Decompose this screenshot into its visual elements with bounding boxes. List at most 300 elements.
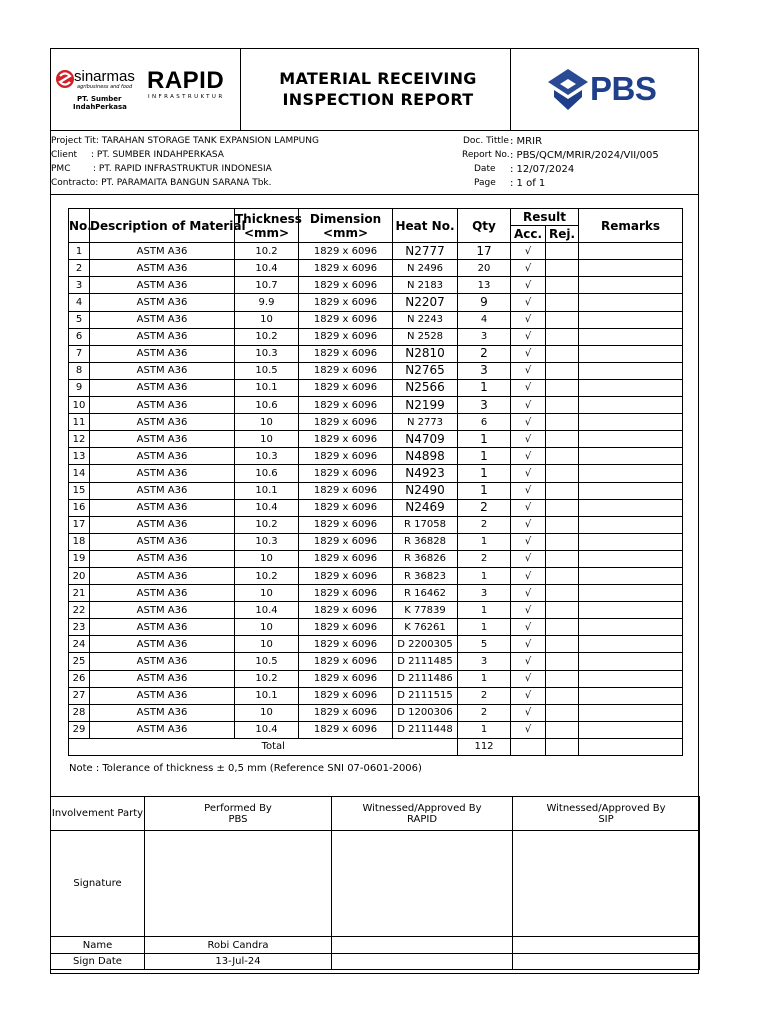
- col-header-result: Result: [511, 209, 579, 226]
- name-label: Name: [51, 937, 145, 954]
- row-heat-no: N 2243: [393, 311, 458, 328]
- row-description: ASTM A36: [90, 431, 235, 448]
- row-no: 25: [69, 653, 90, 670]
- row-thickness: 10.1: [235, 379, 299, 396]
- row-description: ASTM A36: [90, 328, 235, 345]
- row-dimension: 1829 x 6096: [299, 345, 393, 362]
- row-rej: [546, 260, 579, 277]
- row-description: ASTM A36: [90, 533, 235, 550]
- table-row: [69, 345, 683, 362]
- row-qty: 2: [458, 704, 511, 721]
- row-remarks: [579, 431, 683, 448]
- row-qty: 4: [458, 311, 511, 328]
- row-no: 4: [69, 294, 90, 311]
- row-acc: √: [511, 516, 546, 533]
- page-label: Page: [474, 178, 496, 188]
- row-acc: √: [511, 721, 546, 738]
- row-acc: √: [511, 704, 546, 721]
- performed-by-line2: PBS: [228, 813, 248, 825]
- row-heat-no: D 2111448: [393, 721, 458, 738]
- row-acc: √: [511, 636, 546, 653]
- row-description: ASTM A36: [90, 619, 235, 636]
- row-rej: [546, 516, 579, 533]
- row-rej: [546, 414, 579, 431]
- row-heat-no: N2199: [393, 397, 458, 414]
- row-description: ASTM A36: [90, 602, 235, 619]
- total-qty: 112: [458, 738, 511, 755]
- witnessed-rapid-line2: RAPID: [406, 813, 438, 825]
- row-dimension: 1829 x 6096: [299, 328, 393, 345]
- row-heat-no: D 2111485: [393, 653, 458, 670]
- row-heat-no: N4709: [393, 431, 458, 448]
- row-qty: 1: [458, 619, 511, 636]
- table-row: [69, 397, 683, 414]
- row-no: 24: [69, 636, 90, 653]
- row-qty: 3: [458, 397, 511, 414]
- row-acc: √: [511, 311, 546, 328]
- row-acc: √: [511, 260, 546, 277]
- row-dimension: 1829 x 6096: [299, 687, 393, 704]
- row-dimension: 1829 x 6096: [299, 704, 393, 721]
- row-dimension: 1829 x 6096: [299, 721, 393, 738]
- row-dimension: 1829 x 6096: [299, 431, 393, 448]
- row-qty: 2: [458, 499, 511, 516]
- table-row: [69, 585, 683, 602]
- row-dimension: 1829 x 6096: [299, 482, 393, 499]
- name-pbs-value: Robi Candra: [145, 937, 332, 954]
- row-heat-no: N2765: [393, 362, 458, 379]
- row-heat-no: R 36823: [393, 567, 458, 584]
- row-remarks: [579, 516, 683, 533]
- row-dimension: 1829 x 6096: [299, 260, 393, 277]
- involvement-party-label: Involvement Party: [51, 797, 145, 831]
- row-rej: [546, 448, 579, 465]
- contractor-label: Contracto: [51, 178, 96, 188]
- total-acc-cell: [511, 738, 546, 755]
- row-acc: √: [511, 567, 546, 584]
- row-qty: 1: [458, 567, 511, 584]
- table-row: [69, 653, 683, 670]
- row-no: 9: [69, 379, 90, 396]
- pbs-logo: [546, 68, 661, 112]
- row-description: ASTM A36: [90, 397, 235, 414]
- row-heat-no: N2490: [393, 482, 458, 499]
- table-row: [69, 533, 683, 550]
- rapid-subtitle: INFRASTRUKTUR: [148, 94, 225, 100]
- witnessed-sip-line2: SIP: [598, 813, 614, 825]
- row-qty: 1: [458, 602, 511, 619]
- row-acc: √: [511, 602, 546, 619]
- row-rej: [546, 567, 579, 584]
- row-acc: √: [511, 687, 546, 704]
- row-acc: √: [511, 448, 546, 465]
- row-rej: [546, 602, 579, 619]
- row-description: ASTM A36: [90, 499, 235, 516]
- row-no: 6: [69, 328, 90, 345]
- row-qty: 3: [458, 585, 511, 602]
- row-heat-no: N2566: [393, 379, 458, 396]
- logo-pt-line1: PT. Sumber: [77, 95, 122, 103]
- row-dimension: 1829 x 6096: [299, 653, 393, 670]
- row-remarks: [579, 721, 683, 738]
- row-qty: 9: [458, 294, 511, 311]
- row-no: 15: [69, 482, 90, 499]
- report-title: [247, 68, 509, 110]
- table-row: [69, 482, 683, 499]
- page-value: : 1 of 1: [510, 178, 546, 189]
- total-remarks-cell: [579, 738, 683, 755]
- row-rej: [546, 277, 579, 294]
- row-description: ASTM A36: [90, 260, 235, 277]
- client-label: Client: [51, 150, 78, 160]
- row-no: 29: [69, 721, 90, 738]
- row-no: 10: [69, 397, 90, 414]
- row-acc: √: [511, 653, 546, 670]
- table-row: [69, 431, 683, 448]
- doc-title-label: Doc. Tittle: [463, 136, 509, 146]
- row-no: 26: [69, 670, 90, 687]
- row-heat-no: N2469: [393, 499, 458, 516]
- row-remarks: [579, 619, 683, 636]
- row-description: ASTM A36: [90, 687, 235, 704]
- row-dimension: 1829 x 6096: [299, 379, 393, 396]
- row-no: 16: [69, 499, 90, 516]
- report-no-value: : PBS/QCM/MRIR/2024/VII/005: [510, 150, 659, 161]
- row-thickness: 10: [235, 431, 299, 448]
- row-dimension: 1829 x 6096: [299, 397, 393, 414]
- row-heat-no: K 77839: [393, 602, 458, 619]
- row-no: 3: [69, 277, 90, 294]
- row-acc: √: [511, 499, 546, 516]
- row-description: ASTM A36: [90, 277, 235, 294]
- row-rej: [546, 397, 579, 414]
- row-dimension: 1829 x 6096: [299, 465, 393, 482]
- client-value: : PT. SUMBER INDAHPERKASA: [91, 150, 224, 160]
- row-heat-no: N 2183: [393, 277, 458, 294]
- row-description: ASTM A36: [90, 704, 235, 721]
- row-remarks: [579, 499, 683, 516]
- row-remarks: [579, 414, 683, 431]
- row-description: ASTM A36: [90, 311, 235, 328]
- col-header-dimension: [299, 209, 393, 243]
- row-remarks: [579, 482, 683, 499]
- row-thickness: 10: [235, 550, 299, 567]
- table-row: [69, 619, 683, 636]
- row-thickness: 10.6: [235, 465, 299, 482]
- row-acc: √: [511, 533, 546, 550]
- name-sip-value: [513, 937, 700, 954]
- row-no: 12: [69, 431, 90, 448]
- row-remarks: [579, 448, 683, 465]
- row-description: ASTM A36: [90, 585, 235, 602]
- row-dimension: 1829 x 6096: [299, 499, 393, 516]
- row-qty: 1: [458, 431, 511, 448]
- project-row: [51, 136, 319, 147]
- row-qty: 2: [458, 516, 511, 533]
- row-no: 27: [69, 687, 90, 704]
- row-rej: [546, 653, 579, 670]
- row-thickness: 10.2: [235, 516, 299, 533]
- header-divider-right: [510, 48, 511, 130]
- row-acc: √: [511, 345, 546, 362]
- row-rej: [546, 431, 579, 448]
- row-no: 18: [69, 533, 90, 550]
- row-remarks: [579, 585, 683, 602]
- row-heat-no: N 2528: [393, 328, 458, 345]
- row-rej: [546, 550, 579, 567]
- row-description: ASTM A36: [90, 294, 235, 311]
- pmc-value: : PT. RAPID INFRASTRUKTUR INDONESIA: [93, 164, 272, 174]
- row-remarks: [579, 277, 683, 294]
- row-heat-no: N2777: [393, 243, 458, 260]
- logo-pt-line2: IndahPerkasa: [73, 103, 127, 111]
- row-thickness: 10: [235, 619, 299, 636]
- row-dimension: 1829 x 6096: [299, 567, 393, 584]
- performed-by-line1: Performed By: [204, 802, 272, 814]
- row-acc: √: [511, 294, 546, 311]
- row-remarks: [579, 243, 683, 260]
- table-row: [69, 567, 683, 584]
- row-qty: 2: [458, 550, 511, 567]
- row-thickness: 10.1: [235, 482, 299, 499]
- signature-sip-box: [513, 831, 700, 937]
- row-rej: [546, 585, 579, 602]
- row-rej: [546, 704, 579, 721]
- row-acc: √: [511, 585, 546, 602]
- row-remarks: [579, 567, 683, 584]
- tolerance-note: Note : Tolerance of thickness ± 0,5 mm (Reference SNI 07-0601-2006): [69, 763, 422, 774]
- row-qty: 20: [458, 260, 511, 277]
- table-row: [69, 328, 683, 345]
- pbs-wordmark: PBS: [590, 70, 657, 107]
- row-qty: 1: [458, 448, 511, 465]
- sign-date-sip-value: [513, 954, 700, 970]
- row-thickness: 10.2: [235, 670, 299, 687]
- row-no: 13: [69, 448, 90, 465]
- row-acc: √: [511, 277, 546, 294]
- table-row: [69, 294, 683, 311]
- row-rej: [546, 465, 579, 482]
- table-row: [69, 414, 683, 431]
- row-description: ASTM A36: [90, 670, 235, 687]
- row-thickness: 10: [235, 414, 299, 431]
- row-rej: [546, 294, 579, 311]
- row-heat-no: K 76261: [393, 619, 458, 636]
- pmc-label: PMC: [51, 164, 71, 174]
- row-heat-no: R 36826: [393, 550, 458, 567]
- row-description: ASTM A36: [90, 465, 235, 482]
- row-remarks: [579, 670, 683, 687]
- row-qty: 3: [458, 328, 511, 345]
- sinarmas-wordmark: sinarmas: [74, 68, 135, 85]
- col-header-description: Description of Material: [90, 209, 235, 243]
- row-no: 23: [69, 619, 90, 636]
- row-rej: [546, 345, 579, 362]
- row-description: ASTM A36: [90, 636, 235, 653]
- row-no: 21: [69, 585, 90, 602]
- row-acc: √: [511, 243, 546, 260]
- performed-by-cell: [145, 797, 332, 831]
- row-thickness: 10.4: [235, 721, 299, 738]
- table-row: [69, 499, 683, 516]
- row-no: 7: [69, 345, 90, 362]
- row-remarks: [579, 294, 683, 311]
- signoff-table: [50, 796, 700, 970]
- row-dimension: 1829 x 6096: [299, 533, 393, 550]
- row-thickness: 10.6: [235, 397, 299, 414]
- row-remarks: [579, 704, 683, 721]
- col-header-no: No.: [69, 209, 90, 243]
- row-no: 2: [69, 260, 90, 277]
- sign-date-label: Sign Date: [51, 954, 145, 970]
- table-row: [69, 687, 683, 704]
- row-rej: [546, 243, 579, 260]
- sinarmas-rapid-logo: [55, 66, 230, 116]
- row-description: ASTM A36: [90, 721, 235, 738]
- row-thickness: 10: [235, 636, 299, 653]
- table-row: [69, 636, 683, 653]
- row-thickness: 10.5: [235, 362, 299, 379]
- contractor-value: : PT. PARAMAITA BANGUN SARANA Tbk.: [95, 178, 272, 188]
- row-heat-no: N 2773: [393, 414, 458, 431]
- col-header-remarks: Remarks: [579, 209, 683, 243]
- pbs-emblem-icon: [546, 68, 592, 112]
- sign-date-rapid-value: [332, 954, 513, 970]
- row-qty: 17: [458, 243, 511, 260]
- row-qty: 1: [458, 670, 511, 687]
- row-dimension: 1829 x 6096: [299, 585, 393, 602]
- row-qty: 1: [458, 465, 511, 482]
- row-heat-no: D 2111486: [393, 670, 458, 687]
- table-row: [69, 516, 683, 533]
- row-remarks: [579, 328, 683, 345]
- row-heat-no: R 36828: [393, 533, 458, 550]
- row-acc: √: [511, 619, 546, 636]
- row-rej: [546, 619, 579, 636]
- row-dimension: 1829 x 6096: [299, 636, 393, 653]
- table-row: [69, 260, 683, 277]
- col-header-rej: Rej.: [546, 226, 579, 243]
- row-rej: [546, 499, 579, 516]
- row-dimension: 1829 x 6096: [299, 516, 393, 533]
- sign-date-pbs-value: 13-Jul-24: [145, 954, 332, 970]
- witnessed-sip-line1: Witnessed/Approved By: [546, 802, 666, 814]
- title-line-2: INSPECTION REPORT: [282, 90, 474, 109]
- row-heat-no: N 2496: [393, 260, 458, 277]
- date-value: : 12/07/2024: [510, 164, 575, 175]
- row-acc: √: [511, 397, 546, 414]
- row-acc: √: [511, 328, 546, 345]
- row-description: ASTM A36: [90, 482, 235, 499]
- row-description: ASTM A36: [90, 653, 235, 670]
- row-description: ASTM A36: [90, 567, 235, 584]
- col-header-acc: Acc.: [511, 226, 546, 243]
- rapid-wordmark: RAPID: [147, 67, 225, 94]
- row-remarks: [579, 533, 683, 550]
- row-description: ASTM A36: [90, 345, 235, 362]
- row-no: 20: [69, 567, 90, 584]
- dimension-header-line1: Dimension: [309, 211, 382, 226]
- total-row: [69, 738, 683, 755]
- row-remarks: [579, 550, 683, 567]
- row-rej: [546, 311, 579, 328]
- table-row: [69, 550, 683, 567]
- signature-rapid-box: [332, 831, 513, 937]
- header-bottom-line: [50, 130, 699, 131]
- row-no: 14: [69, 465, 90, 482]
- row-description: ASTM A36: [90, 550, 235, 567]
- date-label: Date: [474, 164, 496, 174]
- row-dimension: 1829 x 6096: [299, 362, 393, 379]
- project-label: Project Tit: [51, 136, 96, 146]
- row-dimension: 1829 x 6096: [299, 311, 393, 328]
- row-heat-no: R 17058: [393, 516, 458, 533]
- row-acc: √: [511, 550, 546, 567]
- report-no-label: Report No.: [462, 150, 510, 160]
- row-heat-no: N4898: [393, 448, 458, 465]
- sinarmas-subtitle: agribusiness and food: [77, 84, 133, 90]
- table-row: [69, 465, 683, 482]
- table-row: [69, 721, 683, 738]
- row-dimension: 1829 x 6096: [299, 277, 393, 294]
- doc-title-value: : MRIR: [510, 136, 543, 147]
- row-heat-no: N2207: [393, 294, 458, 311]
- row-thickness: 10.4: [235, 260, 299, 277]
- row-dimension: 1829 x 6096: [299, 670, 393, 687]
- row-rej: [546, 379, 579, 396]
- table-row: [69, 448, 683, 465]
- table-row: [69, 277, 683, 294]
- row-qty: 1: [458, 482, 511, 499]
- project-value: : TARAHAN STORAGE TANK EXPANSION LAMPUNG: [95, 136, 319, 146]
- row-thickness: 10.1: [235, 687, 299, 704]
- row-qty: 5: [458, 636, 511, 653]
- row-no: 17: [69, 516, 90, 533]
- table-row: [69, 362, 683, 379]
- row-description: ASTM A36: [90, 379, 235, 396]
- row-rej: [546, 482, 579, 499]
- row-dimension: 1829 x 6096: [299, 602, 393, 619]
- table-row: [69, 704, 683, 721]
- row-thickness: 10: [235, 704, 299, 721]
- row-heat-no: R 16462: [393, 585, 458, 602]
- pmc-row: [51, 164, 272, 175]
- row-description: ASTM A36: [90, 362, 235, 379]
- witnessed-sip-cell: [513, 797, 700, 831]
- row-acc: √: [511, 414, 546, 431]
- row-dimension: 1829 x 6096: [299, 448, 393, 465]
- row-rej: [546, 362, 579, 379]
- row-description: ASTM A36: [90, 243, 235, 260]
- row-no: 5: [69, 311, 90, 328]
- row-remarks: [579, 311, 683, 328]
- row-thickness: 10.2: [235, 243, 299, 260]
- row-thickness: 10.7: [235, 277, 299, 294]
- row-remarks: [579, 397, 683, 414]
- witnessed-rapid-line1: Witnessed/Approved By: [362, 802, 482, 814]
- row-rej: [546, 670, 579, 687]
- row-thickness: 10.4: [235, 499, 299, 516]
- row-remarks: [579, 345, 683, 362]
- row-remarks: [579, 260, 683, 277]
- table-row: [69, 243, 683, 260]
- row-thickness: 10: [235, 311, 299, 328]
- row-no: 8: [69, 362, 90, 379]
- row-acc: √: [511, 482, 546, 499]
- materials-table-body: [69, 243, 683, 756]
- row-heat-no: D 2111515: [393, 687, 458, 704]
- row-remarks: [579, 653, 683, 670]
